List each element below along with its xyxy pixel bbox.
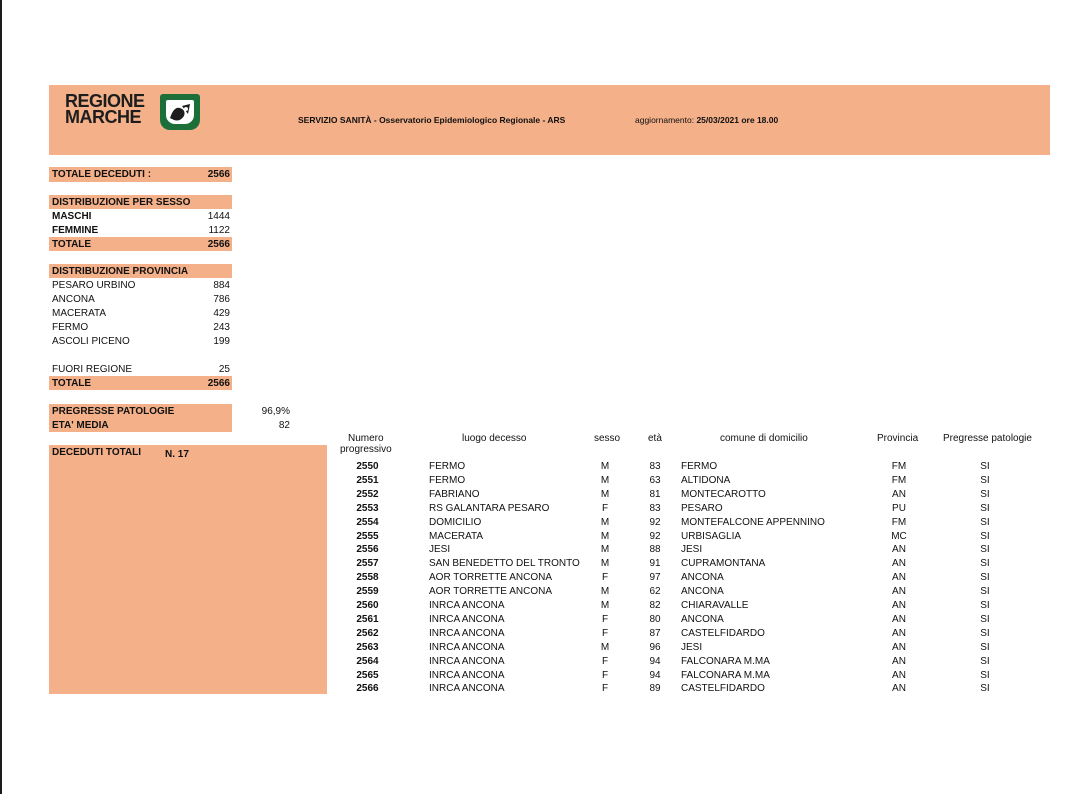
cell-sesso: M (600, 641, 610, 653)
cell-luogo: INRCA ANCONA (429, 683, 505, 695)
cell-sesso: M (600, 530, 610, 542)
page-border (0, 0, 2, 794)
cell-numero: 2559 (356, 586, 379, 598)
logo-line-1: REGIONE (65, 91, 145, 111)
cell-comune: ANCONA (681, 586, 724, 598)
cell-luogo: FERMO (429, 474, 466, 486)
prov-label-macerata: MACERATA (52, 308, 107, 319)
cell-provincia: AN (892, 544, 906, 556)
provincia-total-value: 2566 (207, 378, 230, 389)
prov-label-fermo: FERMO (52, 322, 89, 333)
eta-media-label: ETA' MEDIA (52, 420, 109, 431)
cell-comune: CHIARAVALLE (681, 600, 749, 611)
col-header-numero-line2: progressivo (340, 444, 392, 455)
cell-sesso: F (601, 655, 609, 667)
deceduti-totali-value: N. 17 (165, 449, 189, 460)
fuori-regione-label: FUORI REGIONE (52, 364, 133, 375)
cell-sesso: M (600, 474, 610, 486)
maschi-value: 1444 (207, 211, 230, 222)
cell-numero: 2551 (356, 474, 379, 486)
cell-luogo: FABRIANO (429, 488, 480, 500)
regione-marche-logo (65, 93, 205, 135)
cell-numero: 2557 (356, 558, 379, 570)
prov-label-ascoli: ASCOLI PICENO (52, 336, 130, 347)
prov-value-macerata: 429 (213, 308, 230, 319)
cell-comune: MONTEFALCONE APPENNINO (681, 516, 825, 528)
cell-sesso: M (600, 516, 610, 528)
cell-eta: 63 (649, 474, 661, 486)
cell-patologie: SI (980, 655, 990, 667)
cell-eta: 97 (649, 572, 661, 584)
cell-numero: 2554 (356, 516, 379, 528)
cell-eta: 87 (649, 627, 661, 639)
eta-media-value: 82 (278, 420, 290, 431)
cell-sesso: F (601, 572, 609, 584)
cell-patologie: SI (980, 474, 990, 486)
cell-sesso: M (600, 558, 610, 570)
cell-numero: 2562 (356, 627, 379, 639)
cell-provincia: AN (892, 600, 906, 611)
cell-numero: 2555 (356, 530, 379, 542)
prov-value-ancona: 786 (213, 294, 230, 305)
cell-comune: PESARO (681, 502, 723, 514)
cell-patologie: SI (980, 641, 990, 653)
cell-comune: CASTELFIDARDO (681, 683, 765, 695)
cell-eta: 96 (649, 641, 661, 653)
cell-eta: 83 (649, 502, 661, 514)
col-header-sesso: sesso (594, 433, 621, 444)
col-header-numero (340, 433, 392, 455)
totale-deceduti-label: TOTALE DECEDUTI : (52, 169, 152, 180)
cell-patologie: SI (980, 488, 990, 500)
prov-label-ancona: ANCONA (52, 294, 95, 305)
cell-luogo: RS GALANTARA PESARO (429, 502, 550, 514)
cell-eta: 82 (649, 600, 661, 611)
cell-patologie: SI (980, 627, 990, 639)
pregresse-label: PREGRESSE PATOLOGIE (52, 406, 175, 417)
provincia-total-label: TOTALE (52, 378, 92, 389)
cell-provincia: AN (892, 558, 906, 570)
col-header-provincia: Provincia (877, 433, 919, 444)
cell-provincia: AN (892, 572, 906, 584)
cell-provincia: AN (892, 627, 906, 639)
cell-patologie: SI (980, 572, 990, 584)
cell-eta: 80 (649, 613, 661, 625)
cell-numero: 2564 (356, 655, 379, 667)
logo-text (65, 93, 157, 125)
femmine-label: FEMMINE (52, 225, 99, 236)
cell-eta: 92 (649, 530, 661, 542)
cell-comune: FALCONARA M.MA (681, 669, 770, 681)
cell-patologie: SI (980, 613, 990, 625)
cell-patologie: SI (980, 544, 990, 556)
deceduti-totali-box (49, 445, 327, 694)
report-header (49, 85, 1050, 155)
cell-patologie: SI (980, 586, 990, 598)
cell-numero: 2565 (356, 669, 379, 681)
cell-comune: ANCONA (681, 572, 724, 584)
col-header-comune: comune di domicilio (720, 433, 808, 444)
cell-eta: 91 (649, 558, 661, 570)
cell-eta: 89 (649, 683, 661, 695)
cell-numero: 2556 (356, 544, 379, 556)
sesso-title: DISTRIBUZIONE PER SESSO (52, 197, 191, 208)
col-header-luogo: luogo decesso (462, 433, 527, 444)
cell-luogo: FERMO (429, 461, 466, 472)
cell-comune: JESI (681, 544, 703, 556)
cell-provincia: FM (891, 461, 907, 472)
cell-numero: 2563 (356, 641, 379, 653)
cell-sesso: F (601, 683, 609, 695)
cell-comune: CASTELFIDARDO (681, 627, 765, 639)
cell-luogo: SAN BENEDETTO DEL TRONTO (429, 558, 580, 570)
cell-luogo: INRCA ANCONA (429, 600, 505, 611)
cell-sesso: F (601, 613, 609, 625)
provincia-title: DISTRIBUZIONE PROVINCIA (52, 266, 189, 277)
cell-luogo: AOR TORRETTE ANCONA (429, 586, 552, 598)
cell-comune: FALCONARA M.MA (681, 655, 770, 667)
cell-numero: 2552 (356, 488, 379, 500)
cell-luogo: INRCA ANCONA (429, 669, 505, 681)
cell-provincia: FM (891, 516, 907, 528)
logo-line-2: MARCHE (65, 107, 141, 127)
fuori-regione-value: 25 (218, 364, 230, 375)
cell-comune: ANCONA (681, 613, 724, 625)
col-header-eta: età (648, 433, 662, 444)
update-label: aggiornamento: (635, 115, 695, 125)
cell-comune: CUPRAMONTANA (681, 558, 766, 570)
prov-value-ascoli: 199 (213, 336, 230, 347)
cell-sesso: F (601, 627, 609, 639)
cell-provincia: AN (892, 586, 906, 598)
cell-comune: URBISAGLIA (681, 530, 742, 542)
deceduti-totali-label: DECEDUTI TOTALI (52, 447, 142, 458)
cell-numero: 2553 (356, 502, 379, 514)
cell-provincia: AN (892, 669, 906, 681)
cell-eta: 94 (649, 669, 661, 681)
cell-numero: 2558 (356, 572, 379, 584)
update-value: 25/03/2021 ore 18.00 (696, 115, 779, 125)
cell-luogo: DOMICILIO (429, 516, 482, 528)
cell-comune: ALTIDONA (681, 474, 731, 486)
cell-luogo: JESI (429, 544, 451, 556)
cell-numero: 2561 (356, 613, 379, 625)
prov-value-pesaro: 884 (213, 280, 230, 291)
cell-patologie: SI (980, 669, 990, 681)
cell-patologie: SI (980, 600, 990, 611)
sesso-total-label: TOTALE (52, 239, 92, 250)
cell-sesso: M (600, 544, 610, 556)
cell-eta: 81 (649, 488, 661, 500)
cell-luogo: INRCA ANCONA (429, 613, 505, 625)
cell-provincia: AN (892, 488, 906, 500)
cell-provincia: FM (891, 474, 907, 486)
cell-luogo: AOR TORRETTE ANCONA (429, 572, 552, 584)
cell-eta: 94 (649, 655, 661, 667)
cell-sesso: F (601, 502, 609, 514)
cell-sesso: F (601, 669, 609, 681)
update-info (635, 115, 778, 125)
maschi-label: MASCHI (52, 211, 92, 222)
cell-provincia: AN (892, 683, 906, 695)
cell-numero: 2566 (356, 683, 379, 695)
cell-luogo: INRCA ANCONA (429, 627, 505, 639)
cell-provincia: AN (892, 655, 906, 667)
cell-numero: 2550 (356, 461, 379, 472)
femmine-value: 1122 (208, 225, 230, 236)
service-title: SERVIZIO SANITÀ - Osservatorio Epidemiologico Regionale - ARS (298, 115, 566, 125)
cell-comune: JESI (681, 641, 703, 653)
col-header-patologie: Pregresse patologie (943, 433, 1032, 444)
cell-numero: 2560 (356, 600, 379, 611)
prov-value-fermo: 243 (213, 322, 230, 333)
cell-sesso: M (600, 586, 610, 598)
logo-shield-icon (160, 94, 200, 130)
prov-label-pesaro: PESARO URBINO (52, 280, 136, 291)
cell-luogo: MACERATA (429, 530, 484, 542)
cell-provincia: AN (892, 641, 906, 653)
cell-eta: 88 (649, 544, 661, 556)
cell-sesso: M (600, 461, 610, 472)
cell-comune: MONTECAROTTO (681, 488, 766, 500)
cell-comune: FERMO (681, 461, 718, 472)
cell-patologie: SI (980, 502, 990, 514)
cell-sesso: M (600, 488, 610, 500)
cell-provincia: AN (892, 613, 906, 625)
cell-eta: 83 (649, 461, 661, 472)
cell-luogo: INRCA ANCONA (429, 641, 505, 653)
sesso-total-value: 2566 (207, 239, 230, 250)
cell-sesso: M (600, 600, 610, 611)
totale-deceduti-value: 2566 (207, 169, 230, 180)
cell-patologie: SI (980, 558, 990, 570)
cell-eta: 62 (649, 586, 661, 598)
cell-patologie: SI (980, 530, 990, 542)
cell-provincia: MC (891, 530, 907, 542)
cell-eta: 92 (649, 516, 661, 528)
cell-luogo: INRCA ANCONA (429, 655, 505, 667)
cell-patologie: SI (980, 683, 990, 695)
cell-provincia: PU (892, 502, 906, 514)
pregresse-value: 96,9% (261, 406, 290, 417)
col-header-numero-line1: Numero (348, 433, 384, 444)
cell-patologie: SI (980, 516, 990, 528)
cell-patologie: SI (980, 461, 990, 472)
